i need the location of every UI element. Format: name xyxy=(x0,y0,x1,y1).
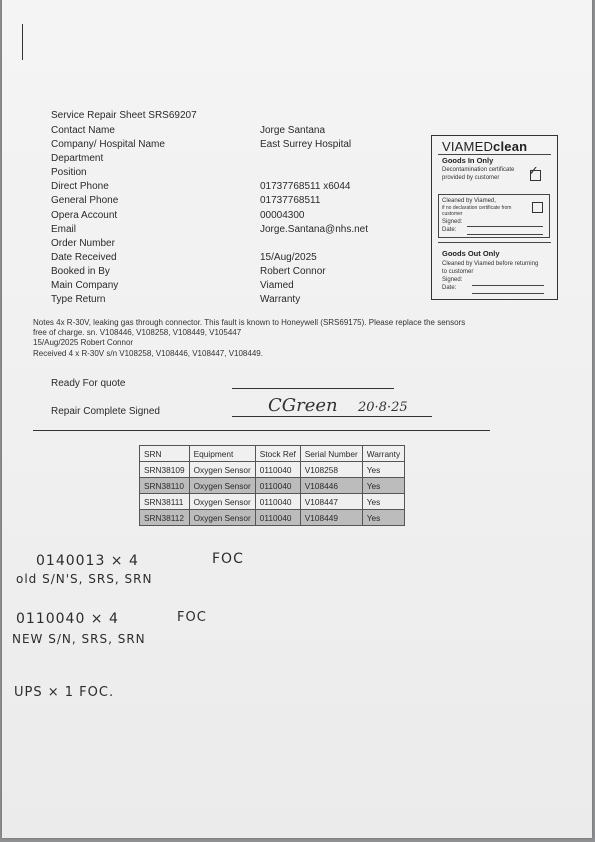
cleaned-note: if no declaration certificate from customer xyxy=(442,205,512,217)
column-header: Stock Ref xyxy=(255,446,300,462)
notes-line: Received 4 x R-30V s/n V108258, V108446, V108447, V108449. xyxy=(33,348,263,358)
goods-out-signed-line xyxy=(472,285,544,286)
goods-out-note: Cleaned by Viamed before returning to customer xyxy=(442,261,539,275)
table-row xyxy=(140,494,405,510)
table-cell: Oxygen Sensor xyxy=(189,494,255,510)
table-cell: Yes xyxy=(362,494,404,510)
sheet-title: Service Repair Sheet SRS69207 xyxy=(51,110,197,121)
ready-for-quote-label: Ready For quote xyxy=(51,378,126,389)
cleaned-checkbox[interactable] xyxy=(532,202,543,213)
logo-underline xyxy=(438,154,551,155)
field-value-email: Jorge.Santana@nhs.net xyxy=(260,223,369,235)
handwritten-note: NEW S/N, SRS, SRN xyxy=(12,632,146,646)
table-cell: 0110040 xyxy=(255,462,300,478)
check-mark-icon: ✓ xyxy=(528,164,539,179)
table-row xyxy=(140,510,405,526)
field-value-date-received: 15/Aug/2025 xyxy=(260,251,317,263)
field-value-order-number xyxy=(260,237,368,251)
field-values xyxy=(260,124,368,307)
goods-out-date-label: Date: xyxy=(442,285,457,291)
goods-out-heading: Goods Out Only xyxy=(442,249,500,258)
handwritten-signature-date: 20·8·25 xyxy=(358,400,408,415)
section-divider xyxy=(33,430,490,431)
table-cell: V108446 xyxy=(300,478,362,494)
notes-line: 15/Aug/2025 Robert Connor xyxy=(33,338,134,348)
ready-for-quote-signature-line xyxy=(232,388,394,389)
field-value-direct-phone: 01737768511 x6044 xyxy=(260,181,351,193)
table-cell: 0110040 xyxy=(255,494,300,510)
field-value-type-return: Warranty xyxy=(260,294,301,306)
handwritten-note: FOC xyxy=(212,551,244,567)
repair-sheet-page xyxy=(2,0,592,838)
column-header: SRN xyxy=(140,446,190,462)
field-labels xyxy=(51,124,165,307)
handwritten-signature: CGreen xyxy=(268,395,338,416)
field-label-email: Email xyxy=(51,223,77,235)
cleaned-date-label: Date: xyxy=(442,227,457,233)
box-divider xyxy=(438,242,551,243)
goods-in-heading: Goods In Only xyxy=(442,156,494,165)
table-cell: SRN38112 xyxy=(140,510,190,526)
goods-out-signed-label: Signed: xyxy=(442,277,463,283)
field-label-main-company: Main Company xyxy=(51,280,119,292)
table-cell: Yes xyxy=(362,462,404,478)
field-label-booked-in-by: Booked in By xyxy=(51,265,110,277)
field-label-opera-account: Opera Account xyxy=(51,209,118,221)
field-label-contact-name: Contact Name xyxy=(51,125,115,136)
srn-table xyxy=(139,445,405,526)
column-header: Serial Number xyxy=(300,446,362,462)
field-label-general-phone: General Phone xyxy=(51,195,119,207)
table-cell: Yes xyxy=(362,478,404,494)
viamed-clean-logo xyxy=(442,139,527,154)
field-label-department: Department xyxy=(51,153,104,165)
table-cell: Oxygen Sensor xyxy=(189,510,255,526)
handwritten-note: old S/N'S, SRS, SRN xyxy=(16,572,153,586)
table-cell: SRN38110 xyxy=(140,478,190,494)
field-label-position: Position xyxy=(51,167,87,179)
field-label-company: Company/ Hospital Name xyxy=(51,139,165,151)
cleaned-signed-line xyxy=(467,226,543,227)
table-row xyxy=(140,478,405,494)
cleaned-title: Cleaned by Viamed, xyxy=(442,198,496,204)
cleaned-by-viamed-box xyxy=(438,194,550,238)
table-cell: 0110040 xyxy=(255,510,300,526)
table-cell: Oxygen Sensor xyxy=(189,462,255,478)
field-label-direct-phone: Direct Phone xyxy=(51,181,109,193)
table-cell: 0110040 xyxy=(255,478,300,494)
field-value-department xyxy=(260,152,368,166)
page-mark xyxy=(22,24,23,60)
field-label-type-return: Type Return xyxy=(51,294,106,306)
repair-complete-signature-line xyxy=(232,416,432,417)
field-value-general-phone: 01737768511 xyxy=(260,195,321,207)
table-cell: V108447 xyxy=(300,494,362,510)
cleaned-signed-label: Signed: xyxy=(442,219,463,225)
repair-complete-label: Repair Complete Signed xyxy=(51,406,160,417)
goods-out-date-line xyxy=(472,293,544,294)
field-label-order-number: Order Number xyxy=(51,237,115,249)
table-cell: SRN38111 xyxy=(140,494,190,510)
handwritten-note: 0110040 × 4 xyxy=(16,611,119,627)
field-value-booked-in-by: Robert Connor xyxy=(260,265,326,277)
field-value-position xyxy=(260,166,368,180)
table-cell: Oxygen Sensor xyxy=(189,478,255,494)
table-header-row xyxy=(140,446,405,462)
brand-viamed: VIAMED xyxy=(442,139,494,154)
field-label-date-received: Date Received xyxy=(51,251,117,263)
column-header: Equipment xyxy=(189,446,255,462)
notes-section xyxy=(33,318,558,359)
handwritten-note: 0140013 × 4 xyxy=(36,553,139,569)
cleaned-date-line xyxy=(467,234,543,235)
field-value-contact-name: Jorge Santana xyxy=(260,125,326,136)
table-cell: Yes xyxy=(362,510,404,526)
handwritten-note: UPS × 1 FOC. xyxy=(14,685,115,700)
field-value-opera-account: 00004300 xyxy=(260,209,305,221)
table-row xyxy=(140,462,405,478)
goods-in-note: Decontamination certificate provided by customer xyxy=(442,167,515,181)
notes-line: free of charge. sn. V108446, V108258, V108449, V105447 xyxy=(33,328,242,338)
table-cell: SRN38109 xyxy=(140,462,190,478)
table-cell: V108258 xyxy=(300,462,362,478)
column-header: Warranty xyxy=(362,446,404,462)
field-value-main-company: Viamed xyxy=(260,280,294,292)
viamed-clean-stamp-box xyxy=(431,135,558,300)
brand-clean: clean xyxy=(493,139,528,154)
table-cell: V108449 xyxy=(300,510,362,526)
notes-line: Notes 4x R-30V, leaking gas through connector. This fault is known to Honeywell (SRS69175). Please replace the sensors xyxy=(33,318,466,327)
field-value-company: East Surrey Hospital xyxy=(260,139,352,151)
handwritten-note: FOC xyxy=(177,610,207,625)
